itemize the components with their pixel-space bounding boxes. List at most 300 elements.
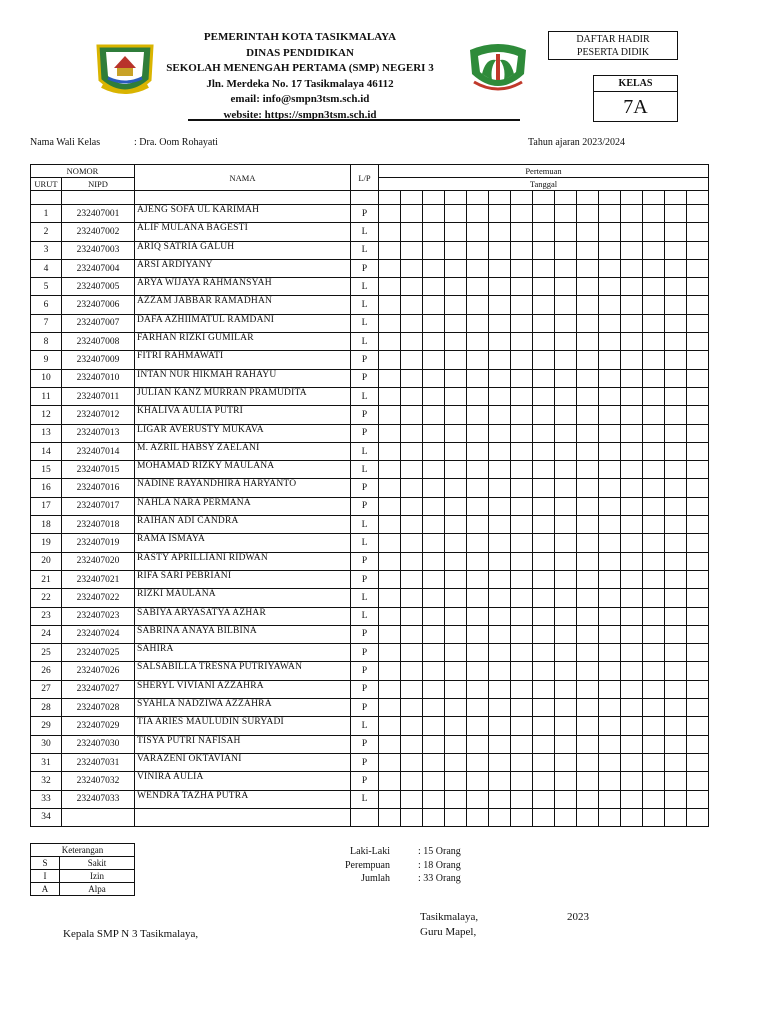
- table-row: [31, 589, 709, 607]
- attendance-cell: [423, 296, 445, 314]
- date-cell: [665, 191, 687, 205]
- table-row: [31, 259, 709, 277]
- attendance-cell: [533, 699, 555, 717]
- attendance-cell: [445, 570, 467, 588]
- attendance-cell: [379, 534, 401, 552]
- attendance-cell: [445, 790, 467, 808]
- row-gender: P: [351, 259, 379, 277]
- attendance-cell: [379, 662, 401, 680]
- attendance-cell: [643, 516, 665, 534]
- header-nipd: NIPD: [62, 178, 135, 191]
- attendance-cell: [643, 644, 665, 662]
- attendance-cell: [643, 424, 665, 442]
- attendance-cell: [533, 205, 555, 223]
- attendance-cell: [687, 717, 709, 735]
- attendance-cell: [687, 552, 709, 570]
- legend-label: Alpa: [60, 883, 135, 896]
- attendance-cell: [401, 717, 423, 735]
- attendance-cell: [511, 333, 533, 351]
- attendance-cell: [533, 351, 555, 369]
- attendance-cell: [401, 387, 423, 405]
- attendance-cell: [423, 607, 445, 625]
- attendance-cell: [533, 259, 555, 277]
- attendance-cell: [533, 662, 555, 680]
- attendance-cell: [621, 699, 643, 717]
- attendance-cell: [467, 808, 489, 826]
- attendance-cell: [467, 534, 489, 552]
- attendance-cell: [621, 278, 643, 296]
- attendance-cell: [577, 790, 599, 808]
- attendance-cell: [401, 296, 423, 314]
- attendance-cell: [467, 461, 489, 479]
- row-nipd: 232407021: [62, 570, 135, 588]
- attendance-cell: [423, 479, 445, 497]
- attendance-cell: [467, 680, 489, 698]
- attendance-cell: [467, 333, 489, 351]
- date-cell: [31, 191, 62, 205]
- attendance-cell: [665, 205, 687, 223]
- attendance-cell: [379, 278, 401, 296]
- attendance-cell: [467, 625, 489, 643]
- attendance-cell: [687, 699, 709, 717]
- attendance-cell: [445, 497, 467, 515]
- teacher-signature-label: Guru Mapel,: [420, 926, 477, 938]
- row-nipd: 232407018: [62, 516, 135, 534]
- table-row: [31, 406, 709, 424]
- row-name: TISYA PUTRI NAFISAH: [135, 735, 351, 753]
- attendance-cell: [423, 406, 445, 424]
- city-emblem-icon: [94, 40, 156, 100]
- attendance-cell: [621, 223, 643, 241]
- row-gender: P: [351, 406, 379, 424]
- attendance-cell: [555, 333, 577, 351]
- attendance-cell: [599, 241, 621, 259]
- attendance-cell: [665, 808, 687, 826]
- row-number: 23: [31, 607, 62, 625]
- attendance-cell: [665, 772, 687, 790]
- attendance-cell: [423, 625, 445, 643]
- attendance-cell: [445, 442, 467, 460]
- attendance-cell: [467, 351, 489, 369]
- row-nipd: 232407027: [62, 680, 135, 698]
- attendance-cell: [621, 461, 643, 479]
- attendance-cell: [445, 333, 467, 351]
- attendance-cell: [401, 223, 423, 241]
- attendance-cell: [533, 735, 555, 753]
- attendance-cell: [379, 753, 401, 771]
- attendance-cell: [665, 387, 687, 405]
- female-count-value: : 18 Orang: [418, 859, 461, 871]
- attendance-cell: [467, 296, 489, 314]
- attendance-cell: [621, 570, 643, 588]
- attendance-cell: [621, 314, 643, 332]
- attendance-cell: [445, 241, 467, 259]
- attendance-cell: [621, 369, 643, 387]
- row-name: SABIYA ARYASATYA AZHAR: [135, 607, 351, 625]
- row-gender: P: [351, 552, 379, 570]
- attendance-cell: [489, 662, 511, 680]
- row-nipd: 232407003: [62, 241, 135, 259]
- attendance-cell: [555, 406, 577, 424]
- attendance-cell: [665, 735, 687, 753]
- attendance-cell: [401, 552, 423, 570]
- attendance-cell: [489, 259, 511, 277]
- attendance-cell: [423, 241, 445, 259]
- row-nipd: 232407017: [62, 497, 135, 515]
- attendance-cell: [621, 497, 643, 515]
- class-box: [593, 75, 678, 122]
- attendance-cell: [599, 406, 621, 424]
- table-row: [31, 442, 709, 460]
- attendance-cell: [643, 772, 665, 790]
- row-name: RIFA SARI PEBRIANI: [135, 570, 351, 588]
- document-title-line1: DAFTAR HADIR: [576, 34, 650, 45]
- attendance-cell: [445, 406, 467, 424]
- attendance-cell: [423, 662, 445, 680]
- attendance-cell: [687, 753, 709, 771]
- row-gender: L: [351, 717, 379, 735]
- male-count-label: Laki-Laki: [350, 846, 390, 857]
- row-name: SALSABILLA TRESNA PUTRIYAWAN: [135, 662, 351, 680]
- attendance-cell: [489, 369, 511, 387]
- attendance-cell: [599, 516, 621, 534]
- attendance-cell: [555, 424, 577, 442]
- attendance-cell: [555, 369, 577, 387]
- attendance-cell: [423, 314, 445, 332]
- attendance-cell: [489, 772, 511, 790]
- attendance-cell: [599, 772, 621, 790]
- row-gender: P: [351, 479, 379, 497]
- attendance-cell: [577, 497, 599, 515]
- attendance-cell: [621, 753, 643, 771]
- signature-place: Tasikmalaya,: [420, 911, 479, 923]
- attendance-cell: [665, 644, 687, 662]
- attendance-cell: [599, 351, 621, 369]
- attendance-cell: [555, 753, 577, 771]
- attendance-cell: [621, 717, 643, 735]
- attendance-cell: [643, 278, 665, 296]
- attendance-cell: [511, 808, 533, 826]
- attendance-cell: [533, 717, 555, 735]
- attendance-cell: [621, 333, 643, 351]
- attendance-cell: [687, 205, 709, 223]
- row-number: 8: [31, 333, 62, 351]
- date-row: [31, 191, 709, 205]
- attendance-cell: [445, 461, 467, 479]
- attendance-cell: [489, 205, 511, 223]
- attendance-cell: [445, 351, 467, 369]
- attendance-cell: [379, 607, 401, 625]
- attendance-cell: [511, 552, 533, 570]
- attendance-cell: [599, 369, 621, 387]
- attendance-cell: [445, 296, 467, 314]
- attendance-cell: [577, 662, 599, 680]
- table-row: [31, 314, 709, 332]
- header-tanggal: Tanggal: [379, 178, 709, 191]
- row-nipd: 232407010: [62, 369, 135, 387]
- attendance-cell: [401, 314, 423, 332]
- table-row: [31, 699, 709, 717]
- row-gender: P: [351, 644, 379, 662]
- attendance-cell: [511, 516, 533, 534]
- attendance-cell: [401, 735, 423, 753]
- attendance-cell: [665, 607, 687, 625]
- attendance-cell: [423, 442, 445, 460]
- attendance-cell: [643, 369, 665, 387]
- attendance-cell: [621, 406, 643, 424]
- attendance-cell: [599, 699, 621, 717]
- row-name: RAMA ISMAYA: [135, 534, 351, 552]
- attendance-cell: [533, 625, 555, 643]
- attendance-cell: [379, 680, 401, 698]
- attendance-cell: [423, 278, 445, 296]
- attendance-cell: [467, 205, 489, 223]
- attendance-cell: [621, 589, 643, 607]
- attendance-cell: [599, 278, 621, 296]
- table-row: [31, 479, 709, 497]
- date-cell: [379, 191, 401, 205]
- attendance-cell: [577, 552, 599, 570]
- date-cell: [135, 191, 351, 205]
- row-gender: P: [351, 351, 379, 369]
- row-nipd: 232407022: [62, 589, 135, 607]
- table-row: [31, 607, 709, 625]
- attendance-cell: [445, 278, 467, 296]
- attendance-cell: [687, 790, 709, 808]
- attendance-cell: [687, 662, 709, 680]
- attendance-cell: [643, 680, 665, 698]
- attendance-cell: [621, 534, 643, 552]
- attendance-cell: [555, 278, 577, 296]
- attendance-cell: [621, 516, 643, 534]
- homeroom-teacher-label: Nama Wali Kelas: [30, 137, 101, 148]
- attendance-cell: [555, 570, 577, 588]
- attendance-cell: [643, 461, 665, 479]
- header-nama: NAMA: [135, 165, 351, 191]
- attendance-cell: [643, 296, 665, 314]
- row-nipd: 232407024: [62, 625, 135, 643]
- legend-code: I: [31, 870, 60, 883]
- attendance-cell: [511, 314, 533, 332]
- attendance-cell: [423, 205, 445, 223]
- attendance-cell: [467, 589, 489, 607]
- school-year: Tahun ajaran 2023/2024: [528, 137, 626, 148]
- row-name: M. AZRIL HABSY ZAELANI: [135, 442, 351, 460]
- row-gender: L: [351, 223, 379, 241]
- attendance-cell: [599, 662, 621, 680]
- attendance-cell: [467, 790, 489, 808]
- class-value: 7A: [623, 96, 648, 118]
- attendance-cell: [511, 351, 533, 369]
- row-name: TIA ARIES MAULUDIN SURYADI: [135, 717, 351, 735]
- attendance-cell: [643, 808, 665, 826]
- attendance-cell: [379, 296, 401, 314]
- date-cell: [489, 191, 511, 205]
- attendance-cell: [511, 259, 533, 277]
- attendance-cell: [555, 534, 577, 552]
- attendance-cell: [621, 772, 643, 790]
- attendance-cell: [643, 314, 665, 332]
- attendance-cell: [489, 461, 511, 479]
- attendance-cell: [665, 662, 687, 680]
- attendance-cell: [665, 790, 687, 808]
- row-gender: P: [351, 753, 379, 771]
- attendance-cell: [599, 717, 621, 735]
- attendance-cell: [555, 442, 577, 460]
- attendance-cell: [445, 534, 467, 552]
- row-number: 16: [31, 479, 62, 497]
- attendance-cell: [665, 570, 687, 588]
- attendance-cell: [445, 369, 467, 387]
- attendance-cell: [379, 497, 401, 515]
- attendance-cell: [599, 497, 621, 515]
- attendance-cell: [401, 351, 423, 369]
- attendance-cell: [467, 241, 489, 259]
- attendance-cell: [379, 717, 401, 735]
- attendance-cell: [555, 241, 577, 259]
- table-row: [31, 790, 709, 808]
- attendance-cell: [643, 351, 665, 369]
- attendance-cell: [687, 351, 709, 369]
- attendance-cell: [577, 534, 599, 552]
- attendance-cell: [379, 424, 401, 442]
- date-cell: [511, 191, 533, 205]
- attendance-cell: [379, 241, 401, 259]
- attendance-cell: [401, 699, 423, 717]
- attendance-cell: [621, 808, 643, 826]
- attendance-cell: [467, 424, 489, 442]
- row-name: WENDRA TAZHA PUTRA: [135, 790, 351, 808]
- row-number: 13: [31, 424, 62, 442]
- attendance-cell: [533, 223, 555, 241]
- attendance-cell: [621, 680, 643, 698]
- attendance-cell: [489, 534, 511, 552]
- attendance-cell: [445, 205, 467, 223]
- attendance-cell: [621, 351, 643, 369]
- legend-label: Izin: [60, 870, 135, 883]
- date-cell: [599, 191, 621, 205]
- attendance-cell: [577, 278, 599, 296]
- attendance-cell: [687, 607, 709, 625]
- attendance-cell: [379, 516, 401, 534]
- attendance-cell: [577, 296, 599, 314]
- attendance-cell: [555, 790, 577, 808]
- attendance-cell: [533, 680, 555, 698]
- attendance-cell: [599, 753, 621, 771]
- attendance-cell: [511, 442, 533, 460]
- attendance-cell: [423, 717, 445, 735]
- attendance-cell: [555, 387, 577, 405]
- table-header-row: [31, 165, 709, 178]
- row-number: 7: [31, 314, 62, 332]
- attendance-cell: [467, 607, 489, 625]
- attendance-cell: [401, 278, 423, 296]
- attendance-cell: [511, 278, 533, 296]
- attendance-cell: [687, 680, 709, 698]
- principal-signature-label: Kepala SMP N 3 Tasikmalaya,: [63, 928, 199, 940]
- attendance-cell: [445, 552, 467, 570]
- attendance-cell: [621, 735, 643, 753]
- attendance-cell: [555, 552, 577, 570]
- attendance-cell: [687, 644, 709, 662]
- row-gender: L: [351, 790, 379, 808]
- attendance-cell: [401, 406, 423, 424]
- attendance-cell: [511, 662, 533, 680]
- row-gender: L: [351, 314, 379, 332]
- attendance-cell: [643, 735, 665, 753]
- attendance-cell: [511, 607, 533, 625]
- date-cell: [577, 191, 599, 205]
- attendance-cell: [555, 607, 577, 625]
- attendance-cell: [401, 424, 423, 442]
- attendance-cell: [577, 808, 599, 826]
- school-address: Jln. Merdeka No. 17 Tasikmalaya 46112: [206, 77, 394, 90]
- attendance-cell: [445, 223, 467, 241]
- attendance-cell: [599, 314, 621, 332]
- signature-year: 2023: [567, 911, 589, 923]
- attendance-cell: [445, 735, 467, 753]
- row-name: AZZAM JABBAR RAMADHAN: [135, 296, 351, 314]
- attendance-cell: [577, 259, 599, 277]
- attendance-cell: [533, 296, 555, 314]
- row-number: 31: [31, 753, 62, 771]
- attendance-cell: [687, 625, 709, 643]
- attendance-cell: [555, 497, 577, 515]
- row-gender: L: [351, 333, 379, 351]
- attendance-cell: [599, 589, 621, 607]
- attendance-cell: [665, 479, 687, 497]
- row-nipd: 232407030: [62, 735, 135, 753]
- attendance-cell: [379, 625, 401, 643]
- attendance-cell: [643, 753, 665, 771]
- attendance-cell: [467, 442, 489, 460]
- legend-code: A: [31, 883, 60, 896]
- table-row: [31, 516, 709, 534]
- attendance-cell: [533, 442, 555, 460]
- table-row: [31, 205, 709, 223]
- attendance-cell: [665, 497, 687, 515]
- attendance-cell: [401, 369, 423, 387]
- date-cell: [62, 191, 135, 205]
- attendance-cell: [467, 552, 489, 570]
- row-name: NAHLA NARA PERMANA: [135, 497, 351, 515]
- attendance-cell: [665, 406, 687, 424]
- attendance-cell: [555, 205, 577, 223]
- date-cell: [555, 191, 577, 205]
- attendance-cell: [445, 699, 467, 717]
- attendance-cell: [379, 333, 401, 351]
- attendance-cell: [643, 241, 665, 259]
- row-number: 28: [31, 699, 62, 717]
- total-count-value: : 33 Orang: [418, 873, 461, 884]
- attendance-cell: [577, 351, 599, 369]
- attendance-cell: [423, 790, 445, 808]
- attendance-cell: [511, 717, 533, 735]
- attendance-cell: [577, 570, 599, 588]
- table-row: [31, 387, 709, 405]
- attendance-cell: [401, 241, 423, 259]
- attendance-cell: [445, 753, 467, 771]
- attendance-cell: [599, 479, 621, 497]
- attendance-cell: [511, 406, 533, 424]
- school-name: SEKOLAH MENENGAH PERTAMA (SMP) NEGERI 3: [166, 62, 434, 74]
- date-cell: [643, 191, 665, 205]
- row-gender: L: [351, 387, 379, 405]
- attendance-cell: [533, 369, 555, 387]
- row-name: VINIRA AULIA: [135, 772, 351, 790]
- attendance-cell: [665, 753, 687, 771]
- attendance-cell: [533, 479, 555, 497]
